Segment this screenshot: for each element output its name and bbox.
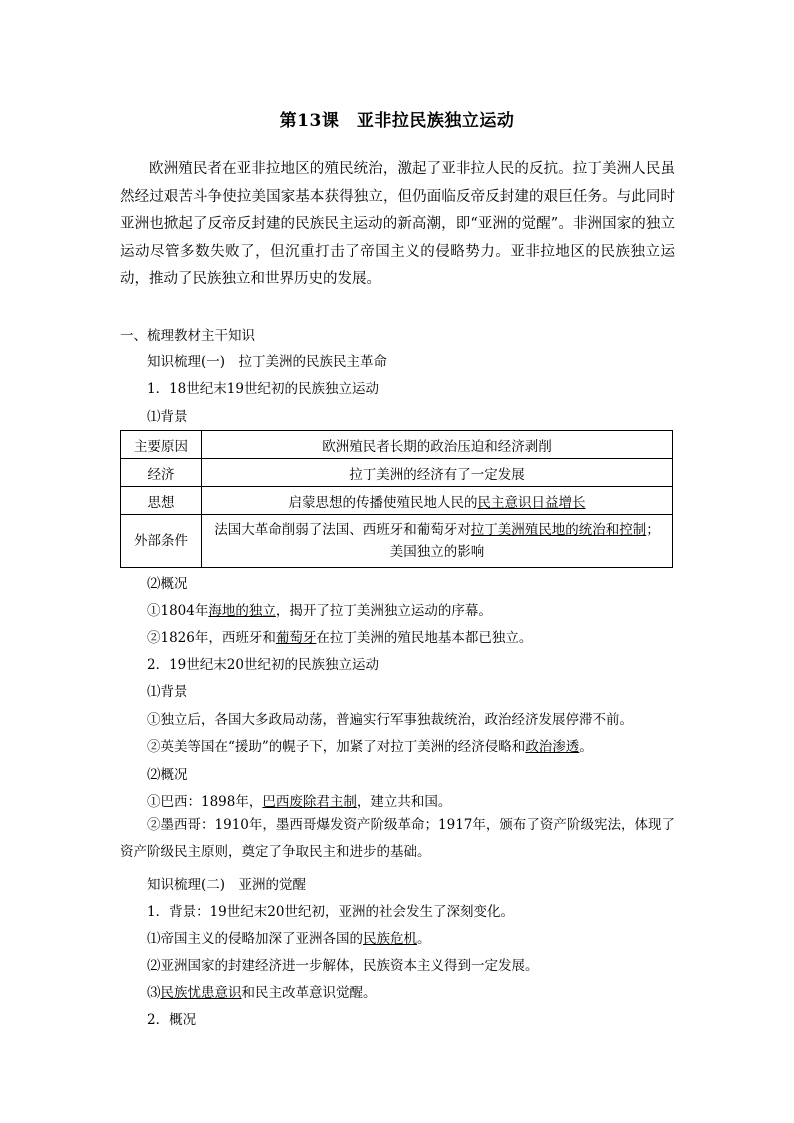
- sub-heading-background-1: ⑴背景: [147, 409, 188, 425]
- cell-text: ；: [646, 522, 660, 538]
- intro-paragraph: 欧洲殖民者在亚非拉地区的殖民统治，激起了亚非拉人民的反抗。拉丁美洲人民虽然经过艰苦斗争使拉美国家基本获得独立，但仍面临反帝反封建的艰巨任务。与此同时亚洲也掀起了反帝反封建的民族民主运动的新高潮，即“亚洲的觉醒”。非洲国家的独立运动尽管多数失败了，但沉重打击了帝国主义的侵略势力。亚非拉地区的民族独立运动，推动了民族独立和世界历史的发展。: [120, 161, 675, 287]
- cell-text: 法国大革命削弱了法国、西班牙和葡萄牙对: [214, 522, 471, 538]
- table-row: [121, 431, 673, 459]
- underlined-text: 海地的独立: [208, 603, 276, 619]
- list-item: ①巴西：1898年，巴西废除君主制，建立共和国。: [147, 794, 452, 810]
- list-item: ②英美等国在“援助”的幌子下，加紧了对拉丁美洲的经济侵略和政治渗透。: [147, 739, 593, 755]
- table-value-cell: [202, 515, 673, 568]
- point-heading-4: 2．概况: [147, 1012, 197, 1028]
- sub-heading-overview-2: ⑵概况: [147, 767, 188, 783]
- underlined-text: 民主意识日益增长: [477, 494, 586, 511]
- knowledge-heading-2: 知识梳理(二) 亚洲的觉醒: [147, 877, 307, 893]
- underlined-text: 巴西废除君主制: [262, 794, 357, 810]
- list-item: ①1804年海地的独立，揭开了拉丁美洲独立运动的序幕。: [147, 603, 492, 619]
- background-table: [120, 430, 673, 568]
- underlined-text: 拉丁美洲殖民地的统治和控制: [470, 522, 647, 538]
- table-value-cell: 拉丁美洲的经济有了一定发展: [202, 459, 673, 487]
- table-key-cell: 主要原因: [121, 431, 202, 459]
- underlined-text: 民族危机: [363, 931, 417, 947]
- cell-text: 启蒙思想的传播使殖民地人民的: [288, 494, 478, 511]
- table-key-cell: 思想: [121, 487, 202, 515]
- point-heading-2: 2．19世纪末20世纪初的民族独立运动: [147, 657, 379, 673]
- table-key-cell: 经济: [121, 459, 202, 487]
- table-row: [121, 515, 673, 568]
- list-item: ②墨西哥：1910年，墨西哥爆发资产阶级革命；1917年，颁布了资产阶级宪法，体现了资产阶级民主原则，奠定了争取民主和进步的基础。: [120, 817, 675, 860]
- underlined-text: 民族忧患意识: [160, 985, 242, 1001]
- point-heading-3: 1．背景：19世纪末20世纪初，亚洲的社会发生了深刻变化。: [147, 904, 514, 920]
- section-heading: 一、梳理教材主干知识: [120, 328, 255, 344]
- page-title: 第13课 亚非拉民族独立运动: [279, 111, 515, 131]
- list-item: ②1826年，西班牙和葡萄牙在拉丁美洲的殖民地基本都已独立。: [147, 630, 533, 646]
- table-row: [121, 487, 673, 515]
- list-item: ①独立后，各国大多政局动荡，普遍实行军事独裁统治，政治经济发展停滞不前。: [147, 712, 633, 728]
- table-value-cell: [202, 487, 673, 515]
- sub-heading-overview-1: ⑵概况: [147, 576, 188, 592]
- table-row: [121, 459, 673, 487]
- underlined-text: 政治渗透: [525, 739, 580, 755]
- point-heading-1: 1．18世纪末19世纪初的民族独立运动: [147, 381, 379, 397]
- table-value-cell: 欧洲殖民者长期的政治压迫和经济剥削: [202, 431, 673, 459]
- sub-heading-background-2: ⑴背景: [147, 684, 188, 700]
- table-key-cell: 外部条件: [121, 515, 202, 568]
- list-item: ⑴帝国主义的侵略加深了亚洲各国的民族危机。: [147, 931, 431, 947]
- underlined-text: 葡萄牙: [275, 630, 317, 646]
- cell-text: 美国独立的影响: [389, 544, 485, 560]
- list-item: ⑶民族忧患意识和民主改革意识觉醒。: [147, 985, 377, 1001]
- list-item: ⑵亚洲国家的封建经济进一步解体，民族资本主义得到一定发展。: [147, 958, 539, 974]
- knowledge-heading-1: 知识梳理(一) 拉丁美洲的民族民主革命: [147, 354, 388, 370]
